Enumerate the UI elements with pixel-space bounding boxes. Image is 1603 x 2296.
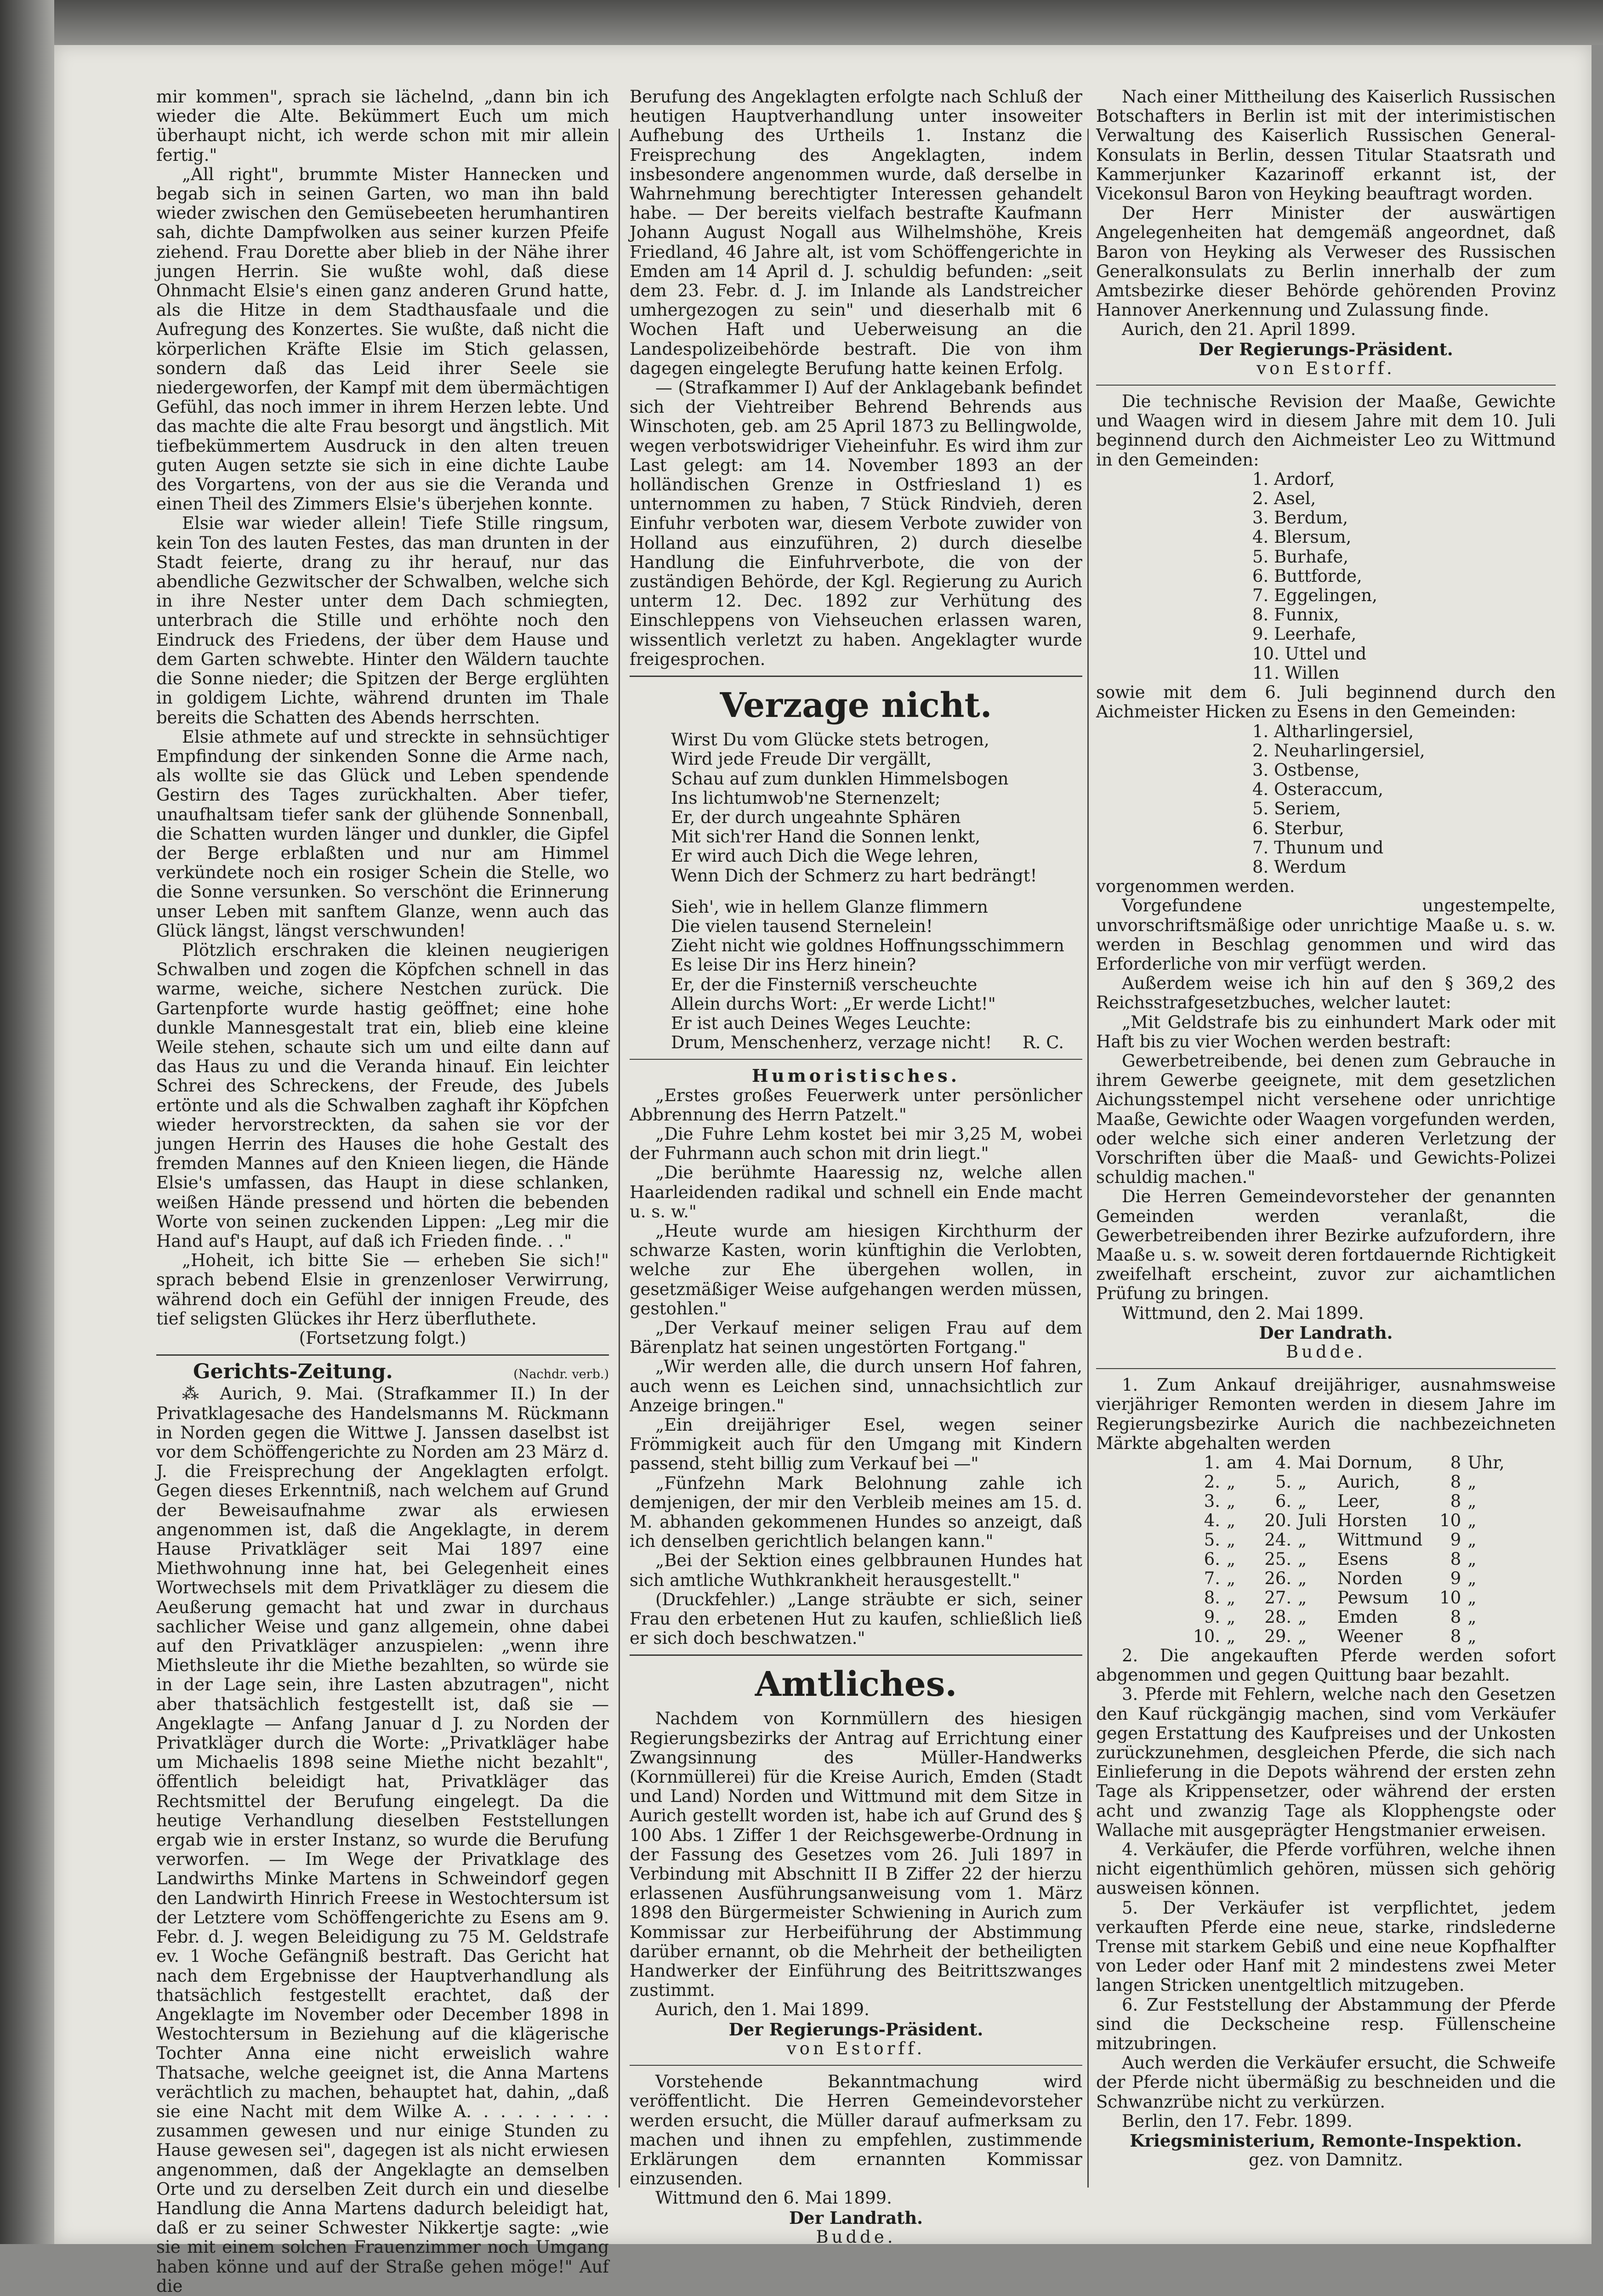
column-rule-2	[1087, 129, 1089, 2188]
market-cell: „	[1467, 1472, 1477, 1492]
official-section-title: Amtliches.	[755, 1665, 957, 1705]
market-cell: „	[1298, 1549, 1307, 1569]
notice-date: Aurich, den 1. Mai 1899.	[655, 2000, 870, 2020]
notice-office: Kriegsministerium, Remonte-Inspektion.	[1130, 2131, 1522, 2151]
poem-line: Sieh', wie in hellem Glanze flimmern	[671, 897, 988, 917]
poem-line: Wenn Dich der Schmerz zu hart bedrängt!	[671, 865, 1037, 886]
market-cell: „	[1298, 1588, 1307, 1608]
market-cell: 2.	[1204, 1472, 1220, 1492]
list-item: 10. Uttel und	[1252, 643, 1367, 664]
market-cell: 1.	[1204, 1453, 1220, 1473]
market-cell: 8.	[1204, 1588, 1220, 1608]
court-report: ⁂ Aurich, 9. Mai. (Strafkammer II.) In der Privatklagesache des Handelsmanns M. Rückmann in Norden gegen die Wittwe J. Janssen daselbst ist vor dem Schöffengerichte zu Norden am 23 März d. J. die Freisprechung der Angeklagten erfolgt. Gegen dieses Erkenntniß, nach welchem auf Grund der Beweisaufnahme zwar als erwiesen angenommen ist, daß die Angeklagte, in derem Hause Privatkläger seit Mai 1897 eine Miethwohnung inne hat, bei Gelegenheit eines Wortwechsels mit dem Privatkläger zu diesem die Aeußerung gemacht hat und zwar in durchaus sachlicher Weise und ganz allgemein, ohne dabei auf den Privatkläger anzuspielen: „wenn ihre Miethsleute ihr die Miethe bezahlten, so würde sie in der Lage sein, ihre Lasten abzutragen", nicht aber thatsächlich festgestellt ist, daß sie — Angeklagte — Anfang Januar d J. zu Norden der Privatkläger durch die Worte: „Privatkläger habe um Michaelis 1898 seine Miethe nicht bezahlt", öffentlich beleidigt hat, Privatkläger das Rechtsmittel der Berufung eingelegt. Da die heutige Verhandlung dieselben Feststellungen ergab wie in erster Instanz, so wurde die Berufung verworfen. — Im Wege der Privatklage des Landwirths Minke Martens in Schweindorf gegen den Landwirth Hinrich Freese in Westochtersum ist der Letztere vom Schöffengerichte zu Esens am 9. Febr. d. J. wegen Beleidigung zu 75 M. Geldstrafe ev. 1 Woche Gefängniß bestraft. Das Gericht hat nach dem Ergebnisse der Hauptverhandlung als thatsächlich festgestellt erachtet, daß der Angeklagte im November oder December 1898 in Westochtersum in Beziehung auf die klägerische Tochter Anna eine nicht erweislich wahre Thatsache, welche geeignet ist, die Anna Martens verächtlich zu machen, behauptet hat, dahin, „daß sie eine Nacht mit dem Wilke A. . . . . . . . . zusammen gewesen und nur einige Stunden zu Hause gewesen sei", dagegen ist als nicht erwiesen angenommen, daß der Angeklagte an demselben Orte und zu derselben Zeit durch ein und dieselbe Handlung die Anna Martens dadurch beleidigt hat, daß er zu seiner Schwester Nikkertje sagte: „wie sie mit einem solchen Frauenzimmer noch Umgang haben könne und auf der Straße gehen möge!" Auf die	[156, 1384, 609, 2296]
humor-item: „Der Verkauf meiner seligen Frau auf dem Bärenplatz hat seinen ungestörten Fortgang."	[630, 1318, 1082, 1358]
market-cell: 8	[1450, 1549, 1461, 1569]
market-cell: 24.	[1264, 1530, 1292, 1550]
market-row	[1188, 1530, 1511, 1550]
notice-signature: Budde.	[816, 2227, 896, 2247]
market-cell: 20.	[1264, 1511, 1292, 1531]
section-divider	[630, 676, 1082, 677]
column-3	[1096, 87, 1556, 2170]
official-notice: 6. Zur Feststellung der Abstammung der Pferde sind die Deckscheine resp. Füllenscheine mitzubringen.	[1096, 1995, 1556, 2054]
market-cell: Mai	[1298, 1453, 1331, 1473]
list-item: 6. Buttforde,	[1252, 566, 1362, 586]
section-divider	[1096, 385, 1556, 386]
notice-signature: gez. von Damnitz.	[1249, 2150, 1403, 2170]
list-item: 5. Burhafe,	[1252, 546, 1349, 567]
list-item: 8. Funnix,	[1252, 605, 1339, 625]
list-item: 7. Eggelingen,	[1252, 585, 1378, 606]
market-cell: 5.	[1275, 1472, 1292, 1492]
market-cell: „	[1467, 1607, 1477, 1627]
list-item: 4. Osteraccum,	[1252, 779, 1384, 800]
market-cell: Leer,	[1337, 1491, 1381, 1512]
market-row	[1188, 1453, 1511, 1472]
story-paragraph: mir kommen", sprach sie lächelnd, „dann bin ich wieder die Alte. Bekümmert Euch um mich überhaupt nicht, ich werde schon mit mir allein fertig."	[156, 87, 609, 165]
book-binding	[0, 0, 54, 2244]
market-cell: 9	[1450, 1530, 1461, 1550]
market-cell: Uhr,	[1467, 1453, 1505, 1473]
court-report: — (Strafkammer I) Auf der Anklagebank befindet sich der Viehtreiber Behrend Behrends aus Winschoten, geb. am 25 April 1873 zu Bellingwolde, wegen verbotswidriger Vieheinfuhr. Es wird ihm zur Last gelegt: am 14. November 1893 an der holländischen Grenze in Ostfriesland 1) es unternommen zu haben, 7 Stück Rindvieh, deren Einfuhr verboten war, diesem Verbote zuwider von Holland aus einzuführen, 2) durch dieselbe Handlung die Einfuhrverbote, die von der zuständigen Behörde, der Kgl. Regierung zu Aurich unterm 12. Dec. 1892 zur Verhütung des Einschleppens von Viehseuchen erlassen waren, wissentlich verletzt zu haben. Angeklagter wurde freigesprochen.	[630, 378, 1082, 669]
official-notice: Gewerbetreibende, bei denen zum Gebrauche in ihrem Gewerbe geeignete, mit dem gesetzlichen Aichungsstempel nicht versehene oder unrichtige Maaße, Gewichte oder Waagen vorgefunden werden, oder welche sich einer anderen Verletzung der Vorschriften über die Maaß- und Gewichts-Polizei schuldig machen."	[1096, 1051, 1556, 1188]
list-item: 1. Ardorf,	[1252, 469, 1335, 489]
official-notice: Nach einer Mittheilung des Kaiserlich Russischen Botschafters in Berlin ist mit der interimistischen Verwaltung des Kaiserlich Russischen General-Konsulats in Berlin, dessen Titular Staatsrath und Kammerjunker Kazarinoff erkannt ist, der Vicekonsul Baron von Heyking beauftragt worden.	[1096, 87, 1556, 204]
humor-item: „Erstes großes Feuerwerk unter persönlicher Abbrennung des Herrn Patzelt."	[630, 1085, 1082, 1125]
official-notice: Die Herren Gemeindevorsteher der genannten Gemeinden werden veranlaßt, die Gewerbetreibenden ihrer Bezirke aufzufordern, ihre Maaße u. s. w. soweit deren fortdauernde Richtigkeit zweifelhaft erscheint, zuvor zur aichamtlichen Prüfung zu bringen.	[1096, 1187, 1556, 1304]
list-item: 3. Ostbense,	[1252, 760, 1360, 780]
market-cell: 8	[1450, 1626, 1461, 1647]
official-notice: Der Herr Minister der auswärtigen Angelegenheiten hat demgemäß angeordnet, daß Baron von Heyking als Verweser des Russischen Generalkonsulats zu Berlin innerhalb der zum Amtsbezirke dieser Behörde gehörenden Provinz Hannover Anerkennung und Zulassung finde.	[1096, 203, 1556, 320]
humor-item: „Wir werden alle, die durch unsern Hof fahren, auch wenn es Leichen sind, unnachsichtlich zur Anzeige bringen."	[630, 1357, 1082, 1415]
market-row	[1188, 1550, 1511, 1569]
market-cell: „	[1227, 1569, 1236, 1589]
poem-line: Drum, Menschenherz, verzage nicht!	[671, 1033, 992, 1053]
market-cell: 29.	[1264, 1626, 1292, 1647]
list-item: 7. Thunum und	[1252, 837, 1384, 858]
market-cell: 26.	[1264, 1569, 1292, 1589]
market-cell: „	[1227, 1626, 1236, 1647]
market-cell: „	[1298, 1530, 1307, 1550]
official-notice: Die technische Revision der Maaße, Gewichte und Waagen wird in diesem Jahre mit dem 10. Juli beginnend durch den Aichmeister Leo zu Wittmund in den Gemeinden:	[1096, 392, 1556, 470]
court-news-title: Gerichts-Zeitung.	[193, 1360, 393, 1384]
market-cell: 4.	[1275, 1453, 1292, 1473]
market-cell: Aurich,	[1337, 1472, 1400, 1492]
section-divider	[630, 1059, 1082, 1060]
notice-date: Berlin, den 17. Febr. 1899.	[1122, 2111, 1353, 2131]
official-notice: Nachdem von Kornmüllern des hiesigen Regierungsbezirks der Antrag auf Errichtung einer Zwangsinnung des Müller-Handwerks (Kornmüllerei) für die Kreise Aurich, Emden (Stadt und Land) Norden und Wittmund mit dem Sitze in Aurich gestellt worden ist, habe ich auf Grund des § 100 Abs. 1 Ziffer 1 der Reichsgewerbe-Ordnung in der Fassung des Gesetzes vom 26. Juli 1897 in Verbindung mit Abschnitt II B Ziffer 22 der hierzu erlassenen Ausführungsanweisung vom 1. März 1898 den Bürgermeister Schwiening in Aurich zum Kommissar zur Herbeiführung der Abstimmung darüber ernannt, ob die Mehrheit der betheiligten Handwerker der Einführung des Beitrittszwanges zustimmt.	[630, 1709, 1082, 2000]
reprint-note: (Nachdr. verb.)	[513, 1367, 609, 1382]
official-notice: „Mit Geldstrafe bis zu einhundert Mark oder mit Haft bis zu vier Wochen werden bestraft:	[1096, 1012, 1556, 1051]
poem-line: Die vielen tausend Sternelein!	[671, 916, 933, 936]
humor-item: „Heute wurde am hiesigen Kirchthurm der schwarze Kasten, worin künftighin die Verlobten, welche zur Ehe übergehen wollen, in gesetzmäßiger Weise aufgehangen werden müssen, gestohlen."	[630, 1221, 1082, 1318]
list-item: 6. Sterbur,	[1252, 818, 1344, 838]
market-cell: „	[1227, 1588, 1236, 1608]
list-item: 2. Asel,	[1252, 489, 1316, 509]
section-divider	[630, 1654, 1082, 1656]
poem-line: Wird jede Freude Dir vergällt,	[671, 749, 932, 769]
market-cell: 5.	[1204, 1530, 1220, 1550]
market-cell: 8	[1450, 1491, 1461, 1512]
story-paragraph: Plötzlich erschraken die kleinen neugierigen Schwalben und zogen die Köpfchen schnell in das warme, weiche, sichere Nestchen zurück. Die Gartenpforte wurde hastig geöffnet; eine hohe dunkle Mannesgestalt trat ein, blieb eine kleine Weile stehen, schaute sich um und eilte dann auf das Haus zu und die Veranda hinauf. Ein leichter Schrei des Schreckens, der Freude, des Jubels ertönte und als die Schwalben zaghaft ihr Köpfchen wieder hervorstreckten, da sahen sie vor der jungen Herrin des Hauses die hohe Gestalt des fremden Mannes auf den Knieen liegen, die Hände Elsie's umfassen, das Haupt in diese schlanken, weißen Hände pressend und hörten die bebenden Worte von seinen zuckenden Lippen: „Leg mir die Hand auf's Haupt, auf daß ich Frieden finde. . ."	[156, 940, 609, 1251]
poem-line: Mit sich'rer Hand die Sonnen lenkt,	[671, 827, 981, 847]
list-item: 8. Werdum	[1252, 857, 1347, 877]
market-cell: Emden	[1337, 1607, 1398, 1627]
market-cell: „	[1227, 1491, 1236, 1512]
poem-line: Er ist auch Deines Weges Leuchte:	[671, 1013, 972, 1033]
market-cell: 10	[1439, 1511, 1461, 1531]
market-cell: Horsten	[1337, 1511, 1407, 1531]
notice-office: Der Regierungs-Präsident.	[1199, 339, 1453, 359]
notice-date: Wittmund, den 2. Mai 1899.	[1122, 1303, 1364, 1323]
market-cell: „	[1467, 1626, 1477, 1647]
list-item: 2. Neuharlingersiel,	[1252, 740, 1425, 761]
story-paragraph: „Hoheit, ich bitte Sie — erheben Sie sich!" sprach bebend Elsie in grenzenloser Verwirrung, während doch ein Gefühl der innigen Freude, des tief seligsten Glückes ihr Herz überfluthete.	[156, 1250, 609, 1329]
market-row	[1188, 1627, 1511, 1646]
official-notice: sowie mit dem 6. Juli beginnend durch den Aichmeister Hicken zu Esens in den Gemeinden:	[1096, 682, 1556, 722]
market-cell: „	[1227, 1549, 1236, 1569]
poem-line: Er, der die Finsterniß verscheuchte	[671, 974, 978, 995]
market-row	[1188, 1511, 1511, 1530]
poem-line: Allein durchs Wort: „Er werde Licht!"	[671, 994, 996, 1014]
official-notice: Auch werden die Verkäufer ersucht, die Schweife der Pferde nicht übermäßig zu beschneiden und die Schwanzrübe nicht zu verkürzen.	[1096, 2053, 1556, 2112]
market-cell: 4.	[1204, 1511, 1220, 1531]
column-1	[156, 87, 609, 2296]
list-item: 9. Leerhafe,	[1252, 624, 1357, 644]
notice-office: Der Landrath.	[1259, 1322, 1393, 1343]
municipality-list	[1252, 470, 1556, 683]
market-cell: Weener	[1337, 1626, 1403, 1647]
market-cell: „	[1467, 1530, 1477, 1550]
market-cell: am	[1227, 1453, 1253, 1473]
market-cell: „	[1298, 1607, 1307, 1627]
story-paragraph: Elsie war wieder allein! Tiefe Stille ringsum, kein Ton des lauten Festes, das man drunten in der Stadt feierte, drang zu ihr herauf, nur das abendliche Gezwitscher der Schwalben, welche sich in ihre Nester unter dem Dach schmiegten, unterbrach die Stille und erhöhte noch den Eindruck des Friedens, der über dem Hause und dem Garten schwebte. Hinter den Wäldern tauchte die Sonne nieder; die Spitzen der Berge erglühten in goldigem Lichte, während drunten im Thale bereits die Schatten des Abends herrschten.	[156, 513, 609, 727]
official-notice: 4. Verkäufer, die Pferde vorführen, welche ihnen nicht eigenthümlich gehören, müssen sich gehörig ausweisen können.	[1096, 1840, 1556, 1898]
poem-line: Es leise Dir ins Herz hinein?	[671, 955, 916, 975]
market-cell: 8	[1450, 1607, 1461, 1627]
humor-item: „Ein dreijähriger Esel, wegen seiner Frömmigkeit auch für den Umgang mit Kindern passend, steht billig zum Verkauf bei —"	[630, 1415, 1082, 1474]
continuation-note: (Fortsetzung folgt.)	[299, 1328, 466, 1348]
poem-line: Wirst Du vom Glücke stets betrogen,	[671, 730, 989, 750]
story-paragraph: „All right", brummte Mister Hannecken und begab sich in seinen Garten, wo man ihn bald wieder zwischen den Gemüsebeeten herumhantiren sah, dichte Dampfwolken aus seiner kurzen Pfeife ziehend. Frau Dorette aber blieb in der Nähe ihrer jungen Herrin. Sie wußte wohl, daß diese Ohnmacht Elsie's einen ganz anderen Grund hatte, als die Hitze in dem Stadthausfaale und die Aufregung des Konzertes. Sie wußte, daß nicht die körperlichen Kräfte Elsie im Stich gelassen, sondern daß das Leid ihrer Seele sie niedergeworfen, der Kampf mit dem übermächtigen Gefühl, das noch immer in ihrem Herzen lebte. Und das machte die alte Frau besorgt und ängstlich. Mit tiefbekümmertem Ausdruck in den alten treuen guten Augen setzte sie sich in eine dichte Laube des Vorgartens, von der aus sie die Veranda und einen Theil des Zimmers Elsie's überjehen konnte.	[156, 164, 609, 514]
story-paragraph: Elsie athmete auf und streckte in sehnsüchtiger Empfindung der sinkenden Sonne die Arme nach, als wollte sie das Glück und Leben spendende Gestirn des Tages zurückhalten. Aber tiefer, unaufhaltsam tiefer sank der glühende Sonnenball, die Schatten wurden länger und dunkler, die Gipfel der Berge erblaßten und nur am Himmel verkündete noch ein rosiger Schein die Stelle, wo die Sonne versunken. So verschönt die Erinnerung unser Leben mit sanftem Glanze, wenn auch das Glück längst, längst verschwunden!	[156, 727, 609, 941]
section-divider	[630, 2065, 1082, 2066]
market-row	[1188, 1588, 1511, 1608]
poem-title: Verzage nicht.	[720, 686, 992, 726]
market-cell: 25.	[1264, 1549, 1292, 1569]
market-cell: Norden	[1337, 1569, 1403, 1589]
market-cell: 27.	[1264, 1588, 1292, 1608]
humor-item: „Fünfzehn Mark Belohnung zahle ich demjenigen, der mir den Verbleib meines am 15. d. M. abhanden gekommenen Hundes so anzeigt, daß ich denselben gerichtlich belangen kann."	[630, 1473, 1082, 1552]
official-notice: 2. Die angekauften Pferde werden sofort abgenommen und gegen Quittung baar bezahlt.	[1096, 1646, 1556, 1685]
market-cell: „	[1467, 1549, 1477, 1569]
market-cell: 10.	[1193, 1626, 1220, 1647]
market-cell: Dornum,	[1337, 1453, 1413, 1473]
market-cell: 6.	[1275, 1491, 1292, 1512]
poem-signature: R. C.	[1022, 1033, 1064, 1053]
poem-line: Schau auf zum dunklen Himmelsbogen	[671, 768, 1009, 789]
notice-signature: von Estorff.	[786, 2038, 926, 2058]
official-notice: Vorgefundene ungestempelte, unvorschriftsmäßige oder unrichtige Maaße u. s. w. werden in Beschlag genommen und wird das Erforderliche von mir verfügt werden.	[1096, 896, 1556, 974]
market-cell: 7.	[1204, 1569, 1220, 1589]
poem	[630, 730, 1082, 1052]
humor-item: „Die berühmte Haaressig nz, welche allen Haarleidenden radikal und schnell ein Ende macht u. s. w."	[630, 1163, 1082, 1222]
humor-item: (Druckfehler.) „Lange sträubte er sich, seiner Frau den erbetenen Hut zu kaufen, schließlich ließ er sich doch beschwatzen."	[630, 1589, 1082, 1648]
market-cell: 6.	[1204, 1549, 1220, 1569]
market-cell: 10	[1439, 1588, 1461, 1608]
notice-date: Aurich, den 21. April 1899.	[1122, 319, 1356, 340]
municipality-list	[1252, 722, 1556, 877]
official-notice: vorgenommen werden.	[1096, 876, 1295, 897]
notice-signature: von Estorff.	[1256, 358, 1395, 378]
market-cell: 8	[1450, 1453, 1461, 1473]
poem-line: Zieht nicht wie goldnes Hoffnungsschimmern	[671, 936, 1064, 956]
list-item: 5. Seriem,	[1252, 799, 1341, 819]
notice-date: Wittmund den 6. Mai 1899.	[655, 2188, 892, 2208]
market-cell: Wittmund	[1337, 1530, 1423, 1550]
humor-item: „Die Fuhre Lehm kostet bei mir 3,25 M, wobei der Fuhrmann auch schon mit drin liegt."	[630, 1124, 1082, 1164]
column-rule-1	[619, 129, 620, 2188]
market-row	[1188, 1492, 1511, 1511]
market-row	[1188, 1472, 1511, 1492]
official-notice: 1. Zum Ankauf dreijähriger, ausnahmsweise vierjähriger Remonten werden in diesem Jahre im Regierungsbezirke Aurich die nachbezeichneten Märkte abgehalten werden	[1096, 1375, 1556, 1453]
column-2	[630, 87, 1082, 2247]
market-cell: „	[1298, 1626, 1307, 1647]
list-item: 3. Berdum,	[1252, 508, 1348, 528]
humor-item: „Bei der Sektion eines gelbbraunen Hundes hat sich amtliche Wuthkrankheit herausgestellt."	[630, 1551, 1082, 1590]
section-divider	[1096, 1368, 1556, 1369]
poem-line: Ins lichtumwob'ne Sternenzelt;	[671, 788, 941, 808]
market-cell: Pewsum	[1337, 1588, 1409, 1608]
market-cell: Juli	[1298, 1511, 1327, 1531]
official-notice: 5. Der Verkäufer ist verpflichtet, jedem verkauften Pferde eine neue, starke, rindslederne Trense mit starkem Gebiß und eine neue Kopfhalfter von Leder oder Hanf mit 2 mindestens zwei Meter langen Stricken unentgeltlich mitzugeben.	[1096, 1898, 1556, 1995]
notice-signature: Budde.	[1285, 1342, 1366, 1362]
market-cell: Esens	[1337, 1549, 1388, 1569]
section-divider	[156, 1354, 609, 1356]
market-cell: „	[1227, 1530, 1236, 1550]
market-cell: „	[1298, 1491, 1307, 1512]
market-table	[1188, 1453, 1511, 1646]
notice-office: Der Landrath.	[789, 2207, 923, 2228]
market-cell: 9.	[1204, 1607, 1220, 1627]
market-cell: 9	[1450, 1569, 1461, 1589]
list-item: 1. Altharlingersiel,	[1252, 721, 1414, 741]
market-cell: 28.	[1264, 1607, 1292, 1627]
court-report: Berufung des Angeklagten erfolgte nach Schluß der heutigen Hauptverhandlung unter insoweiter Aufhebung des Urtheils 1. Instanz die Freisprechung des Angeklagten, indem insbesondere angenommen wurde, daß derselbe in Wahrnehmung berechtigter Interessen gehandelt habe. — Der bereits vielfach bestrafte Kaufmann Johann August Nogall aus Wilhelmshöhe, Kreis Friedland, 46 Jahre alt, ist vom Schöffengerichte in Emden am 14 April d. J. schuldig befunden: „seit dem 23. Febr. d. J. im Inlande als Landstreicher umhergezogen zu sein" und dieserhalb mit 6 Wochen Haft und Ueberweisung an die Landespolizeibehörde bestraft. Die von ihm dagegen eingelegte Berufung hatte keinen Erfolg.	[630, 87, 1082, 378]
list-item: 4. Blersum,	[1252, 527, 1352, 547]
market-cell: „	[1467, 1569, 1477, 1589]
market-cell: „	[1227, 1472, 1236, 1492]
market-cell: „	[1467, 1491, 1477, 1512]
market-row	[1188, 1569, 1511, 1588]
market-cell: 3.	[1204, 1491, 1220, 1512]
notice-office: Der Regierungs-Präsident.	[728, 2019, 983, 2040]
poem-line: Er wird auch Dich die Wege lehren,	[671, 846, 979, 866]
market-cell: „	[1298, 1472, 1307, 1492]
market-cell: „	[1227, 1607, 1236, 1627]
official-notice: 3. Pferde mit Fehlern, welche nach den Gesetzen den Kauf rückgängig machen, sind vom Verkäufer gegen Erstattung des Kaufpreises und der Unkosten zurückzunehmen, desgleichen Pferde, die sich nach Einlieferung in die Depots während der ersten zehn Tage als Krippensetzer, oder während der ersten acht und zwanzig Tage als Klopphengste oder Wallache mit ausgeprägter Hengstmanier erweisen.	[1096, 1684, 1556, 1840]
market-row	[1188, 1608, 1511, 1627]
official-notice: Außerdem weise ich hin auf den § 369,2 des Reichsstrafgesetzbuches, welcher lautet:	[1096, 973, 1556, 1013]
market-cell: „	[1467, 1588, 1477, 1608]
market-cell: „	[1298, 1569, 1307, 1589]
humor-title: Humoristisches.	[752, 1065, 960, 1086]
poem-line: Er, der durch ungeahnte Sphären	[671, 807, 961, 827]
story-text	[156, 87, 609, 1329]
market-cell: „	[1227, 1511, 1236, 1531]
list-item: 11. Willen	[1252, 663, 1340, 683]
market-cell: „	[1467, 1511, 1477, 1531]
market-cell: 8	[1450, 1472, 1461, 1492]
scan-top-edge	[54, 0, 1603, 45]
official-notice: Vorstehende Bekanntmachung wird veröffentlicht. Die Herren Gemeindevorsteher werden ersucht, die Müller darauf aufmerksam zu machen und ihnen zu empfehlen, zustimmende Erklärungen dem ernannten Kommissar einzusenden.	[630, 2072, 1082, 2189]
